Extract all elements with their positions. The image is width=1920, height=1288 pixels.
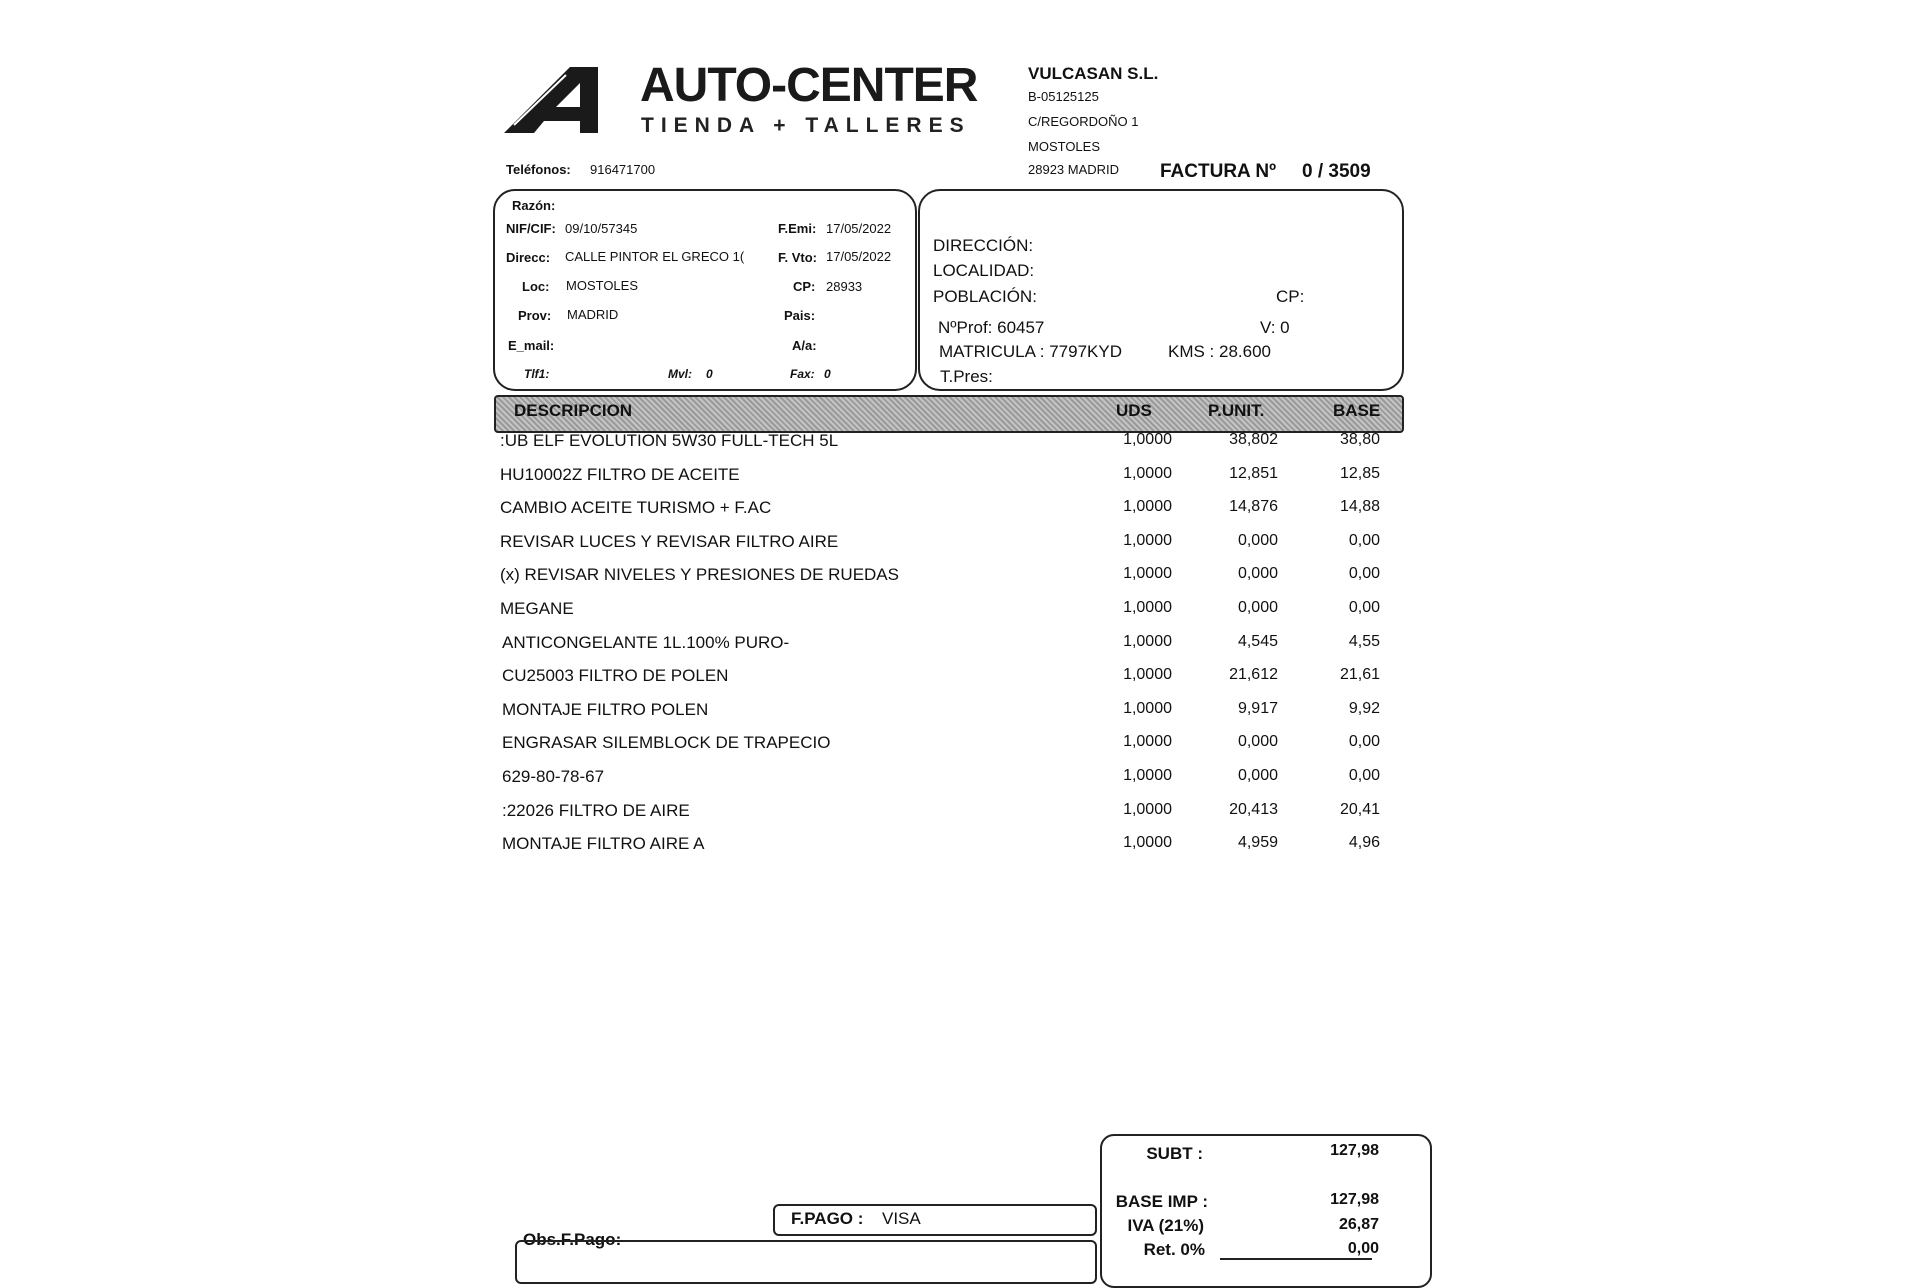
row-description: HU10002Z FILTRO DE ACEITE: [500, 465, 740, 484]
row-uds: 1,0000: [1123, 666, 1172, 683]
row-description: :UB ELF EVOLUTION 5W30 FULL-TECH 5L: [500, 431, 839, 450]
row-description: MONTAJE FILTRO AIRE A: [502, 834, 705, 853]
razon-label: Razón:: [512, 198, 556, 213]
row-base: 0,00: [1348, 599, 1380, 616]
col-punit-header: P.UNIT.: [1208, 401, 1265, 420]
kms-text: KMS : 28.600: [1168, 342, 1272, 361]
row-base: 0,00: [1348, 767, 1380, 784]
row-unit-price: 0,000: [1237, 599, 1278, 616]
row-uds: 1,0000: [1123, 801, 1172, 818]
row-base: 0,00: [1348, 532, 1380, 549]
nif-value: 09/10/57345: [565, 221, 638, 236]
brand-tagline: TIENDA + TALLERES: [641, 114, 971, 137]
row-unit-price: 38,802: [1229, 431, 1278, 448]
localidad-label: LOCALIDAD:: [933, 261, 1035, 280]
row-unit-price: 9,917: [1237, 700, 1278, 717]
row-base: 14,88: [1339, 498, 1380, 515]
fax-label: Fax:: [790, 367, 815, 381]
poblacion-label: POBLACIÓN:: [933, 287, 1037, 306]
mvl-label: Mvl:: [668, 367, 692, 381]
vehicle-cp-label: CP:: [1276, 287, 1305, 306]
prov-value: MADRID: [567, 307, 619, 322]
fvto-value: 17/05/2022: [826, 249, 892, 264]
obs-box: [515, 1240, 1097, 1284]
row-unit-price: 0,000: [1237, 767, 1278, 784]
base-imp-value: 127,98: [1330, 1191, 1379, 1208]
row-description: ENGRASAR SILEMBLOCK DE TRAPECIO: [502, 733, 831, 752]
col-desc-header: DESCRIPCION: [514, 401, 633, 420]
invoice-number: 0 / 3509: [1302, 161, 1371, 182]
ret-label: Ret. 0%: [1143, 1240, 1205, 1259]
row-description: 629-80-78-67: [502, 767, 605, 786]
ret-value: 0,00: [1347, 1240, 1379, 1257]
row-uds: 1,0000: [1123, 767, 1172, 784]
pais-label: Pais:: [784, 308, 816, 323]
loc-value: MOSTOLES: [566, 278, 639, 293]
subt-value: 127,98: [1330, 1142, 1379, 1159]
aa-label: A/a:: [792, 338, 817, 353]
subt-label: SUBT :: [1146, 1144, 1203, 1163]
row-unit-price: 12,851: [1229, 465, 1278, 482]
femi-label: F.Emi:: [778, 221, 817, 236]
nif-label: NIF/CIF:: [506, 221, 556, 236]
col-uds-header: UDS: [1116, 401, 1152, 420]
prov-label: Prov:: [518, 308, 552, 323]
row-base: 0,00: [1348, 733, 1380, 750]
fpago-label: F.PAGO :: [791, 1209, 864, 1228]
row-base: 38,80: [1339, 431, 1380, 448]
row-base: 9,92: [1348, 700, 1380, 717]
row-base: 0,00: [1348, 565, 1380, 582]
femi-value: 17/05/2022: [826, 221, 892, 236]
row-uds: 1,0000: [1123, 431, 1172, 448]
invoice-title: FACTURA Nº: [1160, 161, 1277, 182]
row-description: CU25003 FILTRO DE POLEN: [502, 666, 729, 685]
fax-value: 0: [824, 367, 831, 381]
row-unit-price: 21,612: [1229, 666, 1278, 683]
row-description: ANTICONGELANTE 1L.100% PURO-: [502, 633, 790, 652]
company-cif: B-05125125: [1028, 89, 1099, 104]
auto-center-logo-icon: [500, 63, 620, 135]
row-description: MONTAJE FILTRO POLEN: [502, 700, 709, 719]
iva-label: IVA (21%): [1127, 1216, 1204, 1235]
phones-label: Teléfonos:: [506, 162, 571, 177]
row-uds: 1,0000: [1123, 700, 1172, 717]
tlf-label: Tlf1:: [524, 367, 550, 381]
row-base: 12,85: [1339, 465, 1380, 482]
obs-label: Obs.F.Pago:: [523, 1230, 622, 1249]
row-uds: 1,0000: [1123, 633, 1172, 650]
row-unit-price: 0,000: [1237, 733, 1278, 750]
email-label: E_mail:: [508, 338, 555, 353]
row-base: 20,41: [1339, 801, 1380, 818]
row-uds: 1,0000: [1123, 834, 1172, 851]
direcc-label: Direcc:: [506, 250, 551, 265]
row-uds: 1,0000: [1123, 599, 1172, 616]
row-description: (x) REVISAR NIVELES Y PRESIONES DE RUEDAS: [500, 565, 899, 584]
brand-name: AUTO-CENTER: [640, 59, 978, 112]
row-description: :22026 FILTRO DE AIRE: [502, 801, 690, 820]
company-street: C/REGORDOÑO 1: [1028, 114, 1139, 129]
row-base: 4,96: [1348, 834, 1380, 851]
mvl-value: 0: [706, 367, 713, 381]
row-base: 4,55: [1348, 633, 1380, 650]
row-uds: 1,0000: [1123, 465, 1172, 482]
loc-label: Loc:: [522, 279, 550, 294]
nprof-text: NºProf: 60457: [938, 318, 1045, 337]
company-postcode-city: 28923 MADRID: [1028, 162, 1120, 177]
row-unit-price: 14,876: [1229, 498, 1278, 515]
row-uds: 1,0000: [1123, 733, 1172, 750]
row-unit-price: 0,000: [1237, 532, 1278, 549]
iva-value: 26,87: [1338, 1216, 1379, 1233]
row-base: 21,61: [1339, 666, 1380, 683]
phones-value: 916471700: [590, 162, 656, 177]
v-text: V: 0: [1260, 318, 1290, 337]
matricula-text: MATRICULA : 7797KYD: [939, 342, 1122, 361]
row-description: REVISAR LUCES Y REVISAR FILTRO AIRE: [500, 532, 839, 551]
col-base-header: BASE: [1333, 401, 1381, 420]
row-uds: 1,0000: [1123, 498, 1172, 515]
direccion-label: DIRECCIÓN:: [933, 236, 1034, 255]
fpago-value: VISA: [882, 1209, 921, 1228]
row-unit-price: 20,413: [1229, 801, 1278, 818]
row-unit-price: 0,000: [1237, 565, 1278, 582]
direcc-value: CALLE PINTOR EL GRECO 1(: [565, 249, 745, 264]
row-unit-price: 4,959: [1237, 834, 1278, 851]
row-description: CAMBIO ACEITE TURISMO + F.AC: [500, 498, 772, 517]
tpres-label: T.Pres:: [940, 367, 993, 386]
company-name: VULCASAN S.L.: [1028, 64, 1159, 83]
row-uds: 1,0000: [1123, 532, 1172, 549]
company-town: MOSTOLES: [1028, 139, 1101, 154]
fvto-label: F. Vto:: [778, 250, 817, 265]
cp-label: CP:: [793, 279, 816, 294]
base-imp-label: BASE IMP :: [1115, 1192, 1208, 1211]
cp-value: 28933: [826, 279, 863, 294]
row-uds: 1,0000: [1123, 565, 1172, 582]
row-unit-price: 4,545: [1237, 633, 1278, 650]
row-description: MEGANE: [500, 599, 574, 618]
